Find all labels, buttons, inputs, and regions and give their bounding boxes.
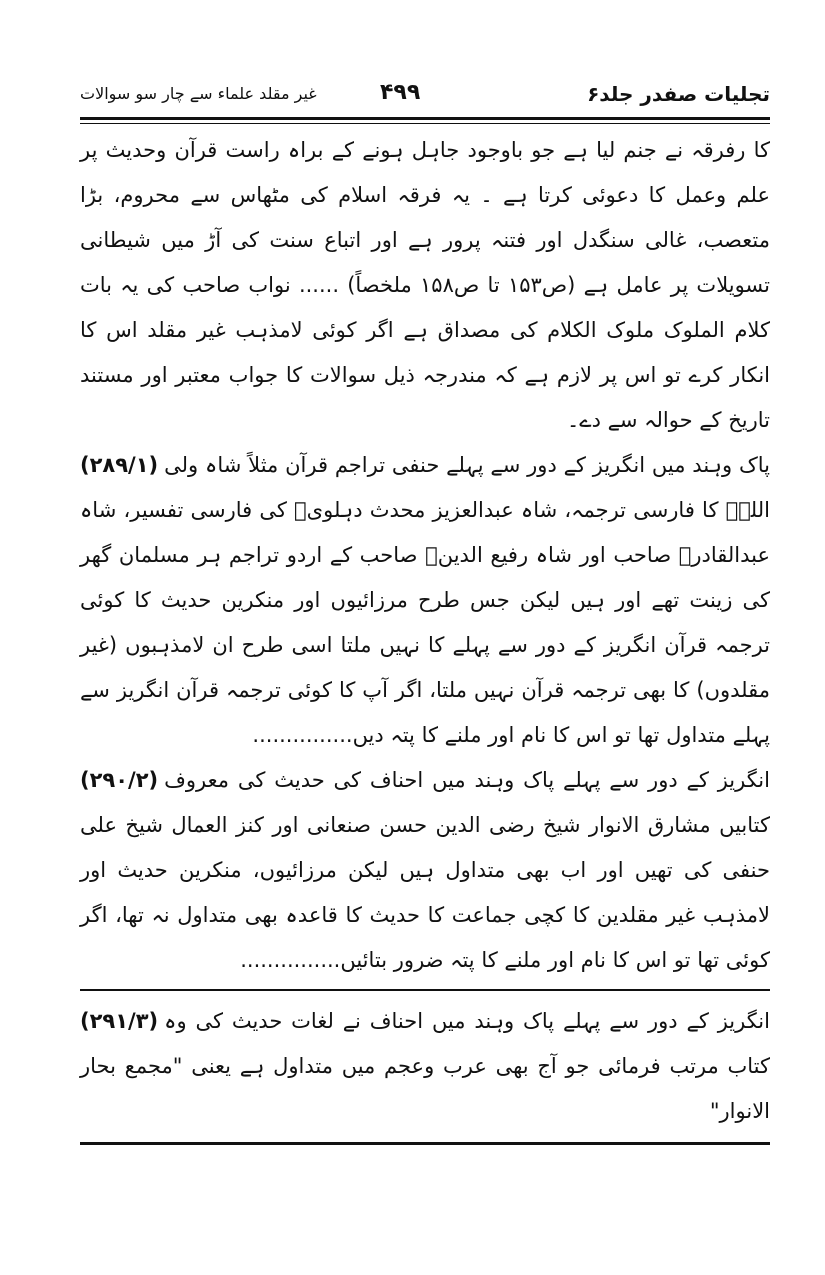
question-290 <box>80 758 770 983</box>
question-text: انگریز کے دور سے پہلے پاک وہند میں احناف نے لغات حدیث کی وہ کتاب مرتب فرمائی جو آج بھی عرب وعجم میں متداول ہے یعنی "مجمع بحار الانوار" <box>80 1009 770 1123</box>
question-number: (۲۹۰/۲) <box>80 768 159 792</box>
question-text: پاک وہند میں انگریز کے دور سے پہلے حنفی تراجم قرآن مثلاً شاہ ولی اللہؒ کا فارسی ترجمہ، شاہ عبدالعزیز محدث دہلویؒ کی فارسی تفسیر، شاہ عبدالقادرؒ صاحب اور شاہ رفیع الدینؒ صاحب کے اردو تراجم ہر مسلمان گھر کی زینت تھے اور ہیں لیکن جس طرح مرزائیوں اور منکرین حدیث کا کوئی ترجمہ قرآن انگریز کے دور سے پہلے کا نہیں ملتا اسی طرح ان لامذہبوں (غیر مقلدوں) کا بھی ترجمہ قرآن نہیں ملتا، اگر آپ کا کوئی ترجمہ قرآن انگریز سے پہلے متداول تھا تو اس کا نام اور ملنے کا پتہ دیں <box>80 453 770 747</box>
page-number: ۴۹۹ <box>380 80 421 105</box>
question-291 <box>80 999 770 1134</box>
ellipsis: ............... <box>252 723 353 747</box>
header-rule-thin <box>80 123 770 124</box>
book-title: تجلیات صفدر جلد۶ <box>587 82 770 106</box>
question-text: انگریز کے دور سے پہلے پاک وہند میں احناف کی حدیث کی معروف کتابیں مشارق الانوار شیخ رضی الدین حسن صنعانی اور کنز العمال شیخ علی حنفی کی تھیں اور اب بھی متداول ہیں لیکن مرزائیوں، منکرین حدیث اور لامذہب غیر مقلدین کا کچی جماعت کا حدیث کا قاعدہ بھی متداول نہ تھا، اگر کوئی تھا تو اس کا نام اور ملنے کا پتہ ضرور بتائیں <box>80 768 770 972</box>
header-rule-thick <box>80 117 770 120</box>
ellipsis: ............... <box>240 948 341 972</box>
intro-paragraph <box>80 128 770 443</box>
page-body <box>80 128 770 1145</box>
intro-text: کا رفرقہ نے جنم لیا ہے جو باوجود جاہل ہونے کے براہ راست قرآن وحدیث پر علم وعمل کا دعوئی کرتا ہے ۔ یہ فرقہ اسلام کی مٹھاس سے محروم، بڑا متعصب، غالی سنگدل اور فتنہ پرور ہے اور اتباع سنت کی آڑ میں شیطانی تسویلات پر عامل ہے (ص۱۵۳ تا ص۱۵۸ ملخصاً) ...... نواب صاحب کی یہ بات کلام الملوک ملوک الکلام کی مصداق ہے اگر کوئی لامذہب غیر مقلد اس کا انکار کرے تو اس پر لازم ہے کہ مندرجہ ذیل سوالات کا جواب معتبر اور مستند تاریخ کے حوالہ سے دے۔ <box>80 138 770 432</box>
footer-rule <box>80 1142 770 1145</box>
section-separator <box>80 989 770 991</box>
question-number: (۲۹۱/۳) <box>80 1009 159 1033</box>
page-header <box>80 80 770 116</box>
question-number: (۲۸۹/۱) <box>80 453 159 477</box>
chapter-title: غیر مقلد علماء سے چار سو سوالات <box>80 84 317 103</box>
question-289 <box>80 443 770 758</box>
